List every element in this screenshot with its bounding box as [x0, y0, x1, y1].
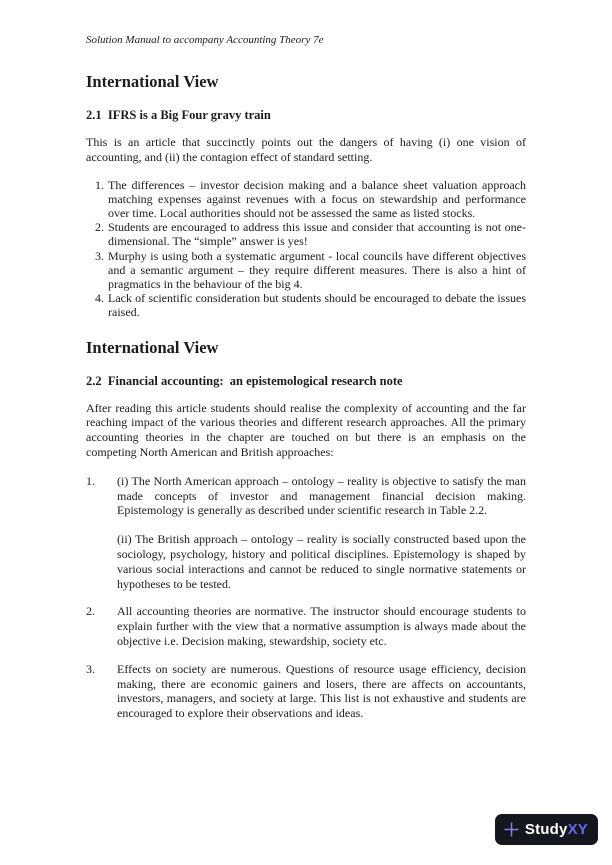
list-item-number: 3. — [86, 661, 95, 676]
list-item-number: 1. — [86, 473, 95, 488]
list-item — [86, 474, 526, 592]
list-item-number: 1. — [95, 177, 104, 192]
list-item — [86, 178, 526, 221]
list-item-text: The differences – investor decision making and a balance sheet valuation approach matching expenses against revenues with a focus on stewardship and performance over time. Local authorities should not be assessed the same as listed stocks. — [108, 177, 526, 220]
list-item — [86, 249, 526, 292]
list-item — [86, 291, 526, 319]
list-item-text: Students are encouraged to address this issue and consider that accounting is not one-dimensional. The “simple” answer is yes! — [108, 220, 526, 249]
subsection-heading-2-2: 2.2 Financial accounting: an epistemological research note — [86, 373, 403, 388]
list-item-text — [117, 604, 526, 648]
subsection-heading-2-1: 2.1 IFRS is a Big Four gravy train — [86, 108, 271, 122]
intro-paragraph-2-1: This is an article that succinctly points out the dangers of having (i) one vision of accounting, and (ii) the contagion effect of standard setting. — [86, 135, 526, 164]
list-item-text — [117, 474, 526, 592]
list-item-paragraph: (ii) The British approach – ontology – reality is socially constructed based upon the sociology, psychology, history and political disciplines. Epistemology is shaped by various social interactions and cannot be reduced to single normative statements or hypotheses to be tested. — [117, 532, 526, 591]
list-item-text: Lack of scientific consideration but students should be encouraged to debate the issues raised. — [108, 291, 526, 320]
numbered-list-2-2 — [86, 474, 526, 721]
list-item-number: 2. — [86, 604, 95, 619]
list-item-paragraph: (i) The North American approach – ontology – reality is objective to satisfy the man made concepts of investor and management financial decision making. Epistemology is generally as described under scientific research in Table 2.2. — [117, 473, 526, 518]
section-title-2: International View — [86, 337, 219, 357]
logo-text-accent: XY — [567, 821, 588, 838]
list-item — [86, 604, 526, 648]
list-item — [86, 662, 526, 721]
list-item-paragraph: Effects on society are numerous. Questions of resource usage efficiency, decision making, there are economic gainers and losers, there are affects on accountants, investors, managers, and society at large. This list is not exhaustive and students are encouraged to explore their observations and ideas. — [117, 661, 526, 721]
list-item-paragraph: All accounting theories are normative. The instructor should encourage students to explain further with the view that a normative assumption is always made about the objective i.e. Decision making, stewardship, society etc. — [117, 604, 526, 648]
list-item-text — [117, 662, 526, 721]
section-title-1: International View — [86, 72, 219, 91]
list-item — [86, 220, 526, 248]
running-header: Solution Manual to accompany Accounting Theory 7e — [86, 34, 324, 46]
list-item-number: 2. — [95, 220, 104, 235]
logo-text-primary: Study — [524, 821, 568, 838]
list-item-number: 4. — [95, 291, 104, 306]
intro-paragraph-2-2: After reading this article students should realise the complexity of accounting and the far reaching impact of the various theories and different research approaches. All the primary accounting theories in the chapter are touched on but there is an emphasis on the competing North American and British approaches: — [86, 400, 526, 460]
plus-icon — [503, 821, 520, 838]
list-item-text: Murphy is using both a systematic argument - local councils have different objectives and a semantic argument – they require different measures. There is also a hint of pragmatics in the behaviour of the big 4. — [108, 248, 526, 292]
numbered-list-2-1 — [86, 178, 526, 320]
studyxy-logo — [495, 814, 598, 845]
list-item-number: 3. — [95, 248, 104, 263]
